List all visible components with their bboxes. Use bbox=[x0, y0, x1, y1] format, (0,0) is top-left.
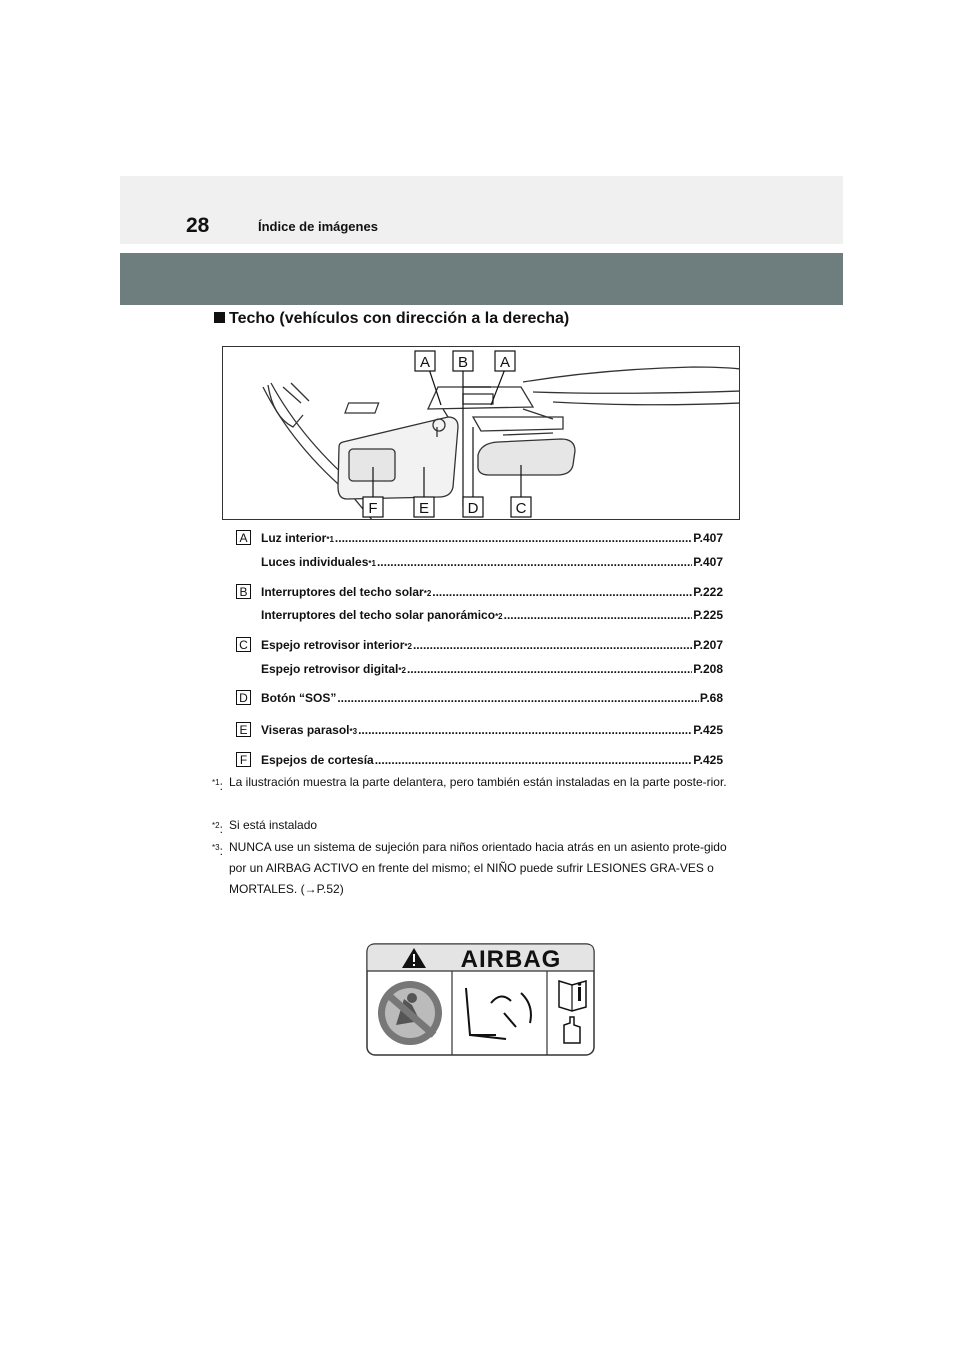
index-entry[interactable] bbox=[261, 723, 723, 737]
airbag-text: AIRBAG bbox=[460, 946, 562, 973]
letter-box-c: C bbox=[236, 637, 251, 652]
footnote-mark: $^{*3}$: bbox=[212, 843, 223, 858]
entry-label: Luz interior bbox=[261, 531, 327, 545]
entry-footnote-ref: *1 bbox=[368, 559, 376, 568]
entry-footnote-ref: *2 bbox=[423, 589, 432, 598]
letter-box-b: B bbox=[236, 584, 251, 599]
entry-label: Interruptores del techo solar bbox=[261, 585, 424, 599]
section-title: Índice de imágenes bbox=[258, 219, 378, 234]
entry-label: Espejo retrovisor interior bbox=[261, 638, 405, 652]
entry-footnote-ref: *2 bbox=[404, 642, 412, 651]
entry-page: P.425 bbox=[693, 753, 723, 767]
index-entry[interactable] bbox=[261, 555, 723, 569]
airbag-warning-label bbox=[366, 943, 595, 1056]
entry-footnote-ref: *2 bbox=[495, 612, 503, 621]
callout-d: D bbox=[467, 500, 479, 517]
entry-footnote-ref: *2 bbox=[398, 666, 406, 675]
entry-page: P.207 bbox=[693, 638, 723, 652]
index-entry[interactable] bbox=[261, 753, 723, 767]
entry-page: P.407 bbox=[693, 555, 723, 569]
callout-b: B bbox=[457, 354, 469, 371]
callout-a-left: A bbox=[419, 354, 431, 371]
roof-drawing bbox=[223, 347, 740, 520]
callout-e: E bbox=[418, 500, 430, 517]
callout-a-right: A bbox=[499, 354, 511, 371]
index-entry[interactable] bbox=[261, 662, 723, 676]
letter-box-d: D bbox=[236, 690, 251, 705]
footnote bbox=[212, 772, 742, 793]
entry-page: P.68 bbox=[699, 691, 723, 705]
footnote-mark: $^{*2}$: bbox=[212, 821, 223, 836]
letter-box-e: E bbox=[236, 722, 251, 737]
callout-c: C bbox=[515, 500, 527, 517]
index-entry[interactable] bbox=[261, 531, 723, 545]
footnote-text: La ilustración muestra la parte delantera, pero también están instaladas en la parte poste-rior. bbox=[229, 775, 727, 789]
entry-page: P.222 bbox=[693, 585, 723, 599]
index-entry[interactable] bbox=[261, 585, 723, 599]
entry-footnote-ref: *3 bbox=[349, 727, 358, 736]
index-entry[interactable] bbox=[261, 608, 723, 622]
index-entry[interactable] bbox=[261, 691, 723, 705]
section-banner bbox=[120, 253, 843, 305]
entry-page: P.208 bbox=[693, 662, 723, 676]
subsection-heading bbox=[214, 310, 569, 328]
letter-box-a: A bbox=[236, 530, 251, 545]
entry-page: P.225 bbox=[693, 608, 723, 622]
entry-page: P.425 bbox=[693, 723, 723, 737]
entry-label: Botón “SOS” bbox=[261, 691, 337, 705]
square-bullet-icon bbox=[214, 312, 225, 323]
callout-f: F bbox=[368, 500, 378, 517]
index-entry[interactable] bbox=[261, 638, 723, 652]
entry-label: Viseras parasol bbox=[261, 723, 350, 737]
header-band bbox=[120, 176, 843, 244]
entry-label: Interruptores del techo solar panorámico bbox=[261, 608, 496, 622]
entry-label: Espejo retrovisor digital bbox=[261, 662, 399, 676]
roof-illustration bbox=[222, 346, 740, 520]
footnote bbox=[212, 815, 742, 836]
entry-page: P.407 bbox=[693, 531, 723, 545]
footnote-mark: $^{*1}$: bbox=[212, 778, 223, 793]
page-number: 28 bbox=[186, 214, 210, 237]
letter-box-f: F bbox=[236, 752, 251, 767]
heading-text: Techo (vehículos con dirección a la derecha) bbox=[229, 310, 570, 327]
footnote bbox=[212, 837, 742, 900]
entry-label: Espejos de cortesía bbox=[261, 753, 374, 767]
footnote-text: Si está instalado bbox=[229, 818, 318, 832]
entry-label: Luces individuales bbox=[261, 555, 369, 569]
footnote-text: NUNCA use un sistema de sujeción para niños orientado hacia atrás en un asiento prote-gido por un AIRBAG ACTIVO en frente del mismo; el NIÑO puede sufrir LESIONES GRA-VES o MORTALES. (→P.52) bbox=[229, 840, 727, 896]
entry-footnote-ref: *1 bbox=[326, 535, 334, 544]
